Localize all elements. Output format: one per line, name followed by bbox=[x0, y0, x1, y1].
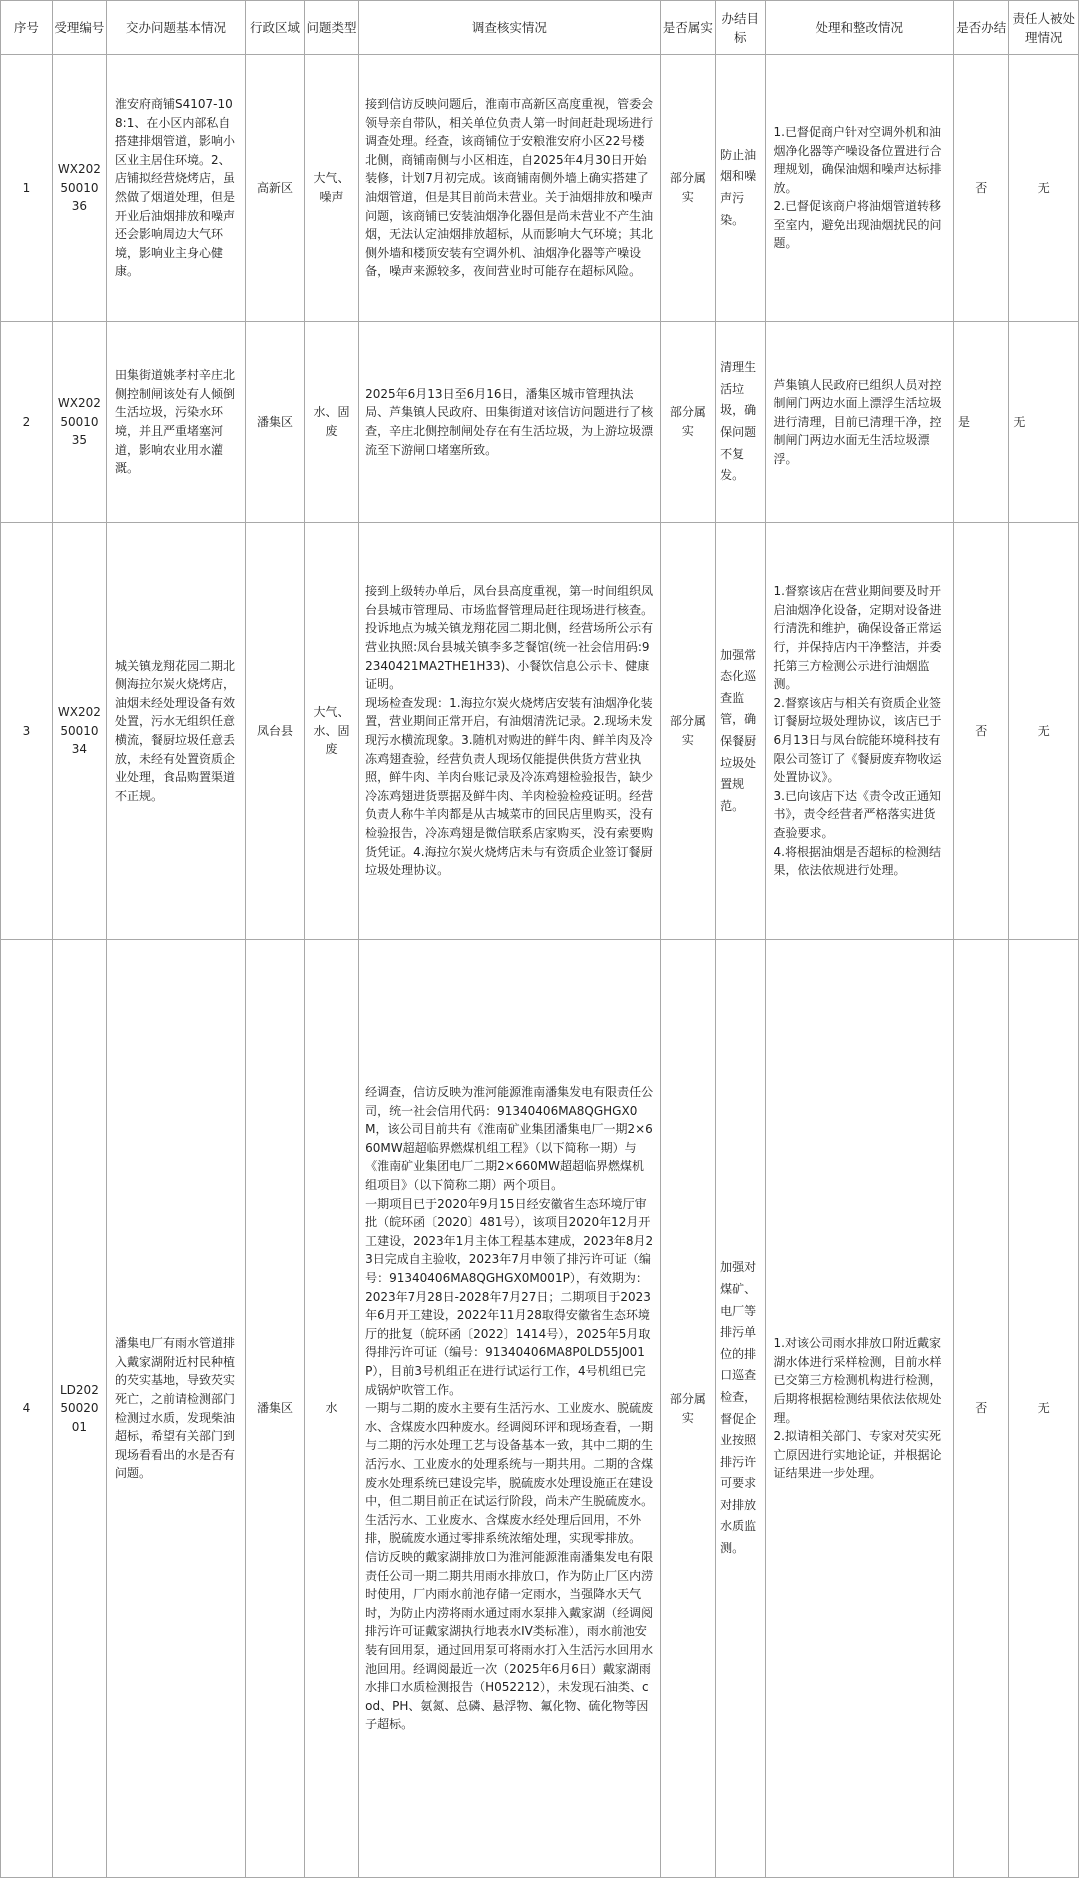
cell-issue bbox=[107, 322, 246, 523]
header-closed: 是否办结 bbox=[954, 1, 1009, 55]
verified-text: 部分属实 bbox=[669, 171, 706, 204]
verified-text: 部分属实 bbox=[669, 1391, 706, 1425]
measures-text bbox=[766, 582, 954, 880]
cell-accountability: 无 bbox=[1009, 55, 1079, 322]
cell-accountability: 无 bbox=[1009, 322, 1079, 523]
cell-investigation bbox=[359, 55, 661, 322]
cell-investigation bbox=[359, 322, 661, 523]
cell-region: 高新区 bbox=[246, 55, 305, 322]
investigation-text bbox=[359, 1083, 660, 1734]
cell-measures bbox=[765, 322, 954, 523]
investigation-text: 接到信访反映问题后，淮南市高新区高度重视，管委会领导亲自带队，相关单位负责人第一时间赶赴现场进行调查处理。经查，该商铺位于安粮淮安府小区22号楼北侧，商铺南侧与小区相连，自2025年4月30日开始装修，计划7月初完成。该商铺南侧外墙上确实搭建了油烟管道，但是其目前尚未营业。关于油烟排放和噪声问题，该商铺已安装油烟净化器但是尚未营业不产生油烟，无法认定油烟排放超标，从而影响大气环境；其北侧外墙和楼顶安装有空调外机、油烟净化器等产噪设备，噪声来源较多，夜间营业时可能存在超标风险。 bbox=[365, 97, 654, 279]
cell-issue bbox=[107, 523, 246, 940]
paragraph: 2.督察该店与相关有资质企业签订餐厨垃圾处理协议，该店已于6月13日与凤台皖能环境科技有限公司签订了《餐厨废弃物收运处置协议》。 bbox=[773, 695, 942, 785]
cell-issue bbox=[107, 55, 246, 322]
issue-text: 淮安府商铺S4107-108:1、在小区内部私自搭建排烟管道，影响小区业主居住环境。2、店铺拟经营烧烤店，虽然做了烟道处理，但是开业后油烟排放和噪声还会影响周边大气环境，影响业主身心健康。 bbox=[115, 97, 236, 279]
verified-text: 部分属实 bbox=[669, 405, 706, 438]
cell-seq: 3 bbox=[1, 523, 53, 940]
cell-case-no bbox=[52, 55, 106, 322]
cell-target bbox=[716, 322, 765, 523]
cell-region: 潘集区 bbox=[246, 322, 305, 523]
paragraph: 1.已督促商户针对空调外机和油烟净化器等产噪设备位置进行合理规划，确保油烟和噪声达标排放。 bbox=[773, 124, 942, 195]
table-row bbox=[1, 940, 1079, 1878]
header-target: 办结目标 bbox=[716, 1, 765, 55]
cell-type bbox=[304, 55, 358, 322]
type-text: 大气、水、固废 bbox=[313, 705, 350, 757]
header-measures: 处理和整改情况 bbox=[765, 1, 954, 55]
cell-measures bbox=[765, 55, 954, 322]
cell-accountability: 无 bbox=[1009, 940, 1079, 1878]
cell-verified bbox=[660, 940, 715, 1878]
cell-type bbox=[304, 322, 358, 523]
cell-investigation bbox=[359, 523, 661, 940]
paragraph: 1.对该公司雨水排放口附近戴家湖水体进行采样检测，目前水样已交第三方检测机构进行检测，后期将根据检测结果依法依规处理。 bbox=[773, 1336, 942, 1425]
table-row bbox=[1, 322, 1079, 523]
cell-seq: 1 bbox=[1, 55, 53, 322]
header-accountability: 责任人被处理情况 bbox=[1009, 1, 1079, 55]
cell-closed: 否 bbox=[954, 55, 1009, 322]
type-text: 水、固废 bbox=[313, 405, 350, 438]
cell-case-no bbox=[52, 523, 106, 940]
paragraph: 一期项目已于2020年9月15日经安徽省生态环境厅审批（皖环函〔2020〕481号），该项目2020年12月开工建设，2023年1月主体工程基本建成，2023年8月23日完成自主验收，2023年7月申领了排污许可证（编号：91340406MA8QGHGX0M001P），有效期为：2023年7月28日-2028年7月27日；二期项目于2023年6月开工建设，2022年11月28取得安徽省生态环境厅的批复（皖环函〔2022〕1414号），2025年5月取得排污许可证（编号：91340406MA8P0LD55J001P），目前3号机组正在进行试运行工作，4号机组已完成锅炉吹管工作。 bbox=[365, 1196, 654, 1397]
measures-text bbox=[766, 123, 954, 253]
cell-measures bbox=[765, 940, 954, 1878]
table-row bbox=[1, 55, 1079, 322]
investigation-text bbox=[359, 582, 660, 880]
cell-region: 潘集区 bbox=[246, 940, 305, 1878]
cell-seq: 4 bbox=[1, 940, 53, 1878]
header-region: 行政区域 bbox=[246, 1, 305, 55]
paragraph: 1.督察该店在营业期间要及时开启油烟净化设备，定期对设备进行清洗和维护，确保设备正常运行，并保持店内干净整洁，并委托第三方检测公示进行油烟监测。 bbox=[773, 584, 942, 692]
header-investigation: 调查核实情况 bbox=[359, 1, 661, 55]
cell-target bbox=[716, 523, 765, 940]
verified-text: 部分属实 bbox=[669, 714, 706, 747]
target-text: 加强对煤矿、电厂等排污单位的排口巡查检查，督促企业按照排污许可要求对排放水质监测。 bbox=[720, 1260, 757, 1556]
cell-issue bbox=[107, 940, 246, 1878]
investigation-text: 2025年6月13日至6月16日，潘集区城市管理执法局、芦集镇人民政府、田集街道对该信访问题进行了核查，辛庄北侧控制闸处存在有生活垃圾，为上游垃圾漂流至下游闸口堵塞所致。 bbox=[365, 386, 654, 457]
case-no-text: WX2025001036 bbox=[57, 162, 101, 214]
issue-text: 城关镇龙翔花园二期北侧海拉尔炭火烧烤店，油烟未经处理设备有效处置，污水无组织任意横流，餐厨垃圾任意丢放，未经有处置资质企业处理，食品购置渠道不正规。 bbox=[115, 658, 236, 803]
issue-text: 田集街道姚孝村辛庄北侧控制闸该处有人倾倒生活垃圾，污染水环境，并且严重堵塞河道，影响农业用水灌溉。 bbox=[115, 368, 236, 476]
case-no-text: WX2025001034 bbox=[57, 705, 101, 757]
cell-target bbox=[716, 940, 765, 1878]
cell-verified bbox=[660, 55, 715, 322]
cell-seq: 2 bbox=[1, 322, 53, 523]
cell-region: 凤台县 bbox=[246, 523, 305, 940]
cell-measures bbox=[765, 523, 954, 940]
case-no-text: WX2025001035 bbox=[57, 396, 101, 448]
header-issue: 交办问题基本情况 bbox=[107, 1, 246, 55]
cell-accountability: 无 bbox=[1009, 523, 1079, 940]
case-no-text: LD2025002001 bbox=[60, 1382, 99, 1434]
type-text: 大气、噪声 bbox=[313, 171, 350, 204]
paragraph: 芦集镇人民政府已组织人员对控制闸门两边水面上漂浮生活垃圾进行清理，目前已清理干净，控制闸门两边水面无生活垃圾漂浮。 bbox=[773, 377, 942, 466]
cell-verified bbox=[660, 322, 715, 523]
paragraph: 4.将根据油烟是否超标的检测结果，依法依规进行处理。 bbox=[773, 844, 941, 878]
measures-text bbox=[766, 1334, 954, 1483]
cell-verified bbox=[660, 523, 715, 940]
target-text: 清理生活垃圾，确保问题不复发。 bbox=[720, 360, 757, 483]
header-row bbox=[1, 1, 1079, 55]
cell-case-no bbox=[52, 322, 106, 523]
paragraph: 经调查，信访反映为淮河能源淮南潘集发电有限责任公司，统一社会信用代码：91340406MA8QGHGX0M，该公司目前共有《淮南矿业集团潘集电厂一期2×660MW超超临界燃煤机组工程》（以下简称一期）与《淮南矿业集团电厂二期2×660MW超超临界燃煤机组项目》（以下简称二期）两个项目。 bbox=[365, 1085, 654, 1193]
cell-target bbox=[716, 55, 765, 322]
paragraph: 一期与二期的废水主要有生活污水、工业废水、脱硫废水、含煤废水四种废水。经调阅环评和现场查看，一期与二期的污水处理工艺与设备基本一致，其中二期的生活污水、工业废水的处理系统与一期共用。二期的含煤废水处理系统已建设完毕，脱硫废水处理设施正在建设中，但二期目前正在试运行阶段，尚未产生脱硫废水。生活污水、工业废水、含煤废水经处理后回用，不外排，脱硫废水通过零排系统浓缩处理，实现零排放。 bbox=[365, 1401, 654, 1546]
paragraph: 2.拟请相关部门、专家对芡实死亡原因进行实地论证，并根据论证结果进一步处理。 bbox=[773, 1429, 942, 1481]
issue-text: 潘集电厂有雨水管道排入戴家湖附近村民种植的芡实基地，导致芡实死亡，之前请检测部门检测过水质，发现柴油超标，希望有关部门到现场看看出的水是否有问题。 bbox=[115, 1336, 236, 1481]
cell-closed: 否 bbox=[954, 523, 1009, 940]
cell-closed: 是 bbox=[954, 322, 1009, 523]
target-text: 加强常态化巡查监管，确保餐厨垃圾处置规范。 bbox=[720, 647, 757, 813]
target-text: 防止油烟和噪声污染。 bbox=[720, 147, 757, 227]
paragraph: 2.已督促该商户将油烟管道转移至室内，避免出现油烟扰民的问题。 bbox=[773, 199, 942, 251]
header-case-no: 受理编号 bbox=[52, 1, 106, 55]
cell-closed: 否 bbox=[954, 940, 1009, 1878]
cell-investigation bbox=[359, 940, 661, 1878]
table-row bbox=[1, 523, 1079, 940]
paragraph: 3.已向该店下达《责令改正通知书》，责令经营者严格落实进货查验要求。 bbox=[773, 788, 941, 840]
header-type: 问题类型 bbox=[304, 1, 358, 55]
cell-type bbox=[304, 523, 358, 940]
paragraph: 信访反映的戴家湖排放口为淮河能源淮南潘集发电有限责任公司一期二期共用雨水排放口，作为防止厂区内涝时使用，厂内雨水前池存储一定雨水，当强降水天气时，为防止内涝将雨水通过雨水泵排入戴家湖（经调阅排污许可证戴家湖执行地表水IV类标准），雨水前池安装有回用泵，通过回用泵可将雨水打入生活污水回用水池回用。经调阅最近一次（2025年6月6日）戴家湖雨水排口水质检测报告（H052212），未发现石油类、cod、PH、氨氮、总磷、悬浮物、氟化物、硫化物等因子超标。 bbox=[365, 1549, 654, 1732]
cell-type bbox=[304, 940, 358, 1878]
paragraph: 现场检查发现：1.海拉尔炭火烧烤店安装有油烟净化装置，营业期间正常开启，有油烟清洗记录。2.现场未发现污水横流现象。3.随机对购进的鲜牛肉、鲜羊肉及冷冻鸡翅查验，经营负责人现场仅能提供供货方营业执照，鲜牛肉、羊肉台账记录及冷冻鸡翅检验报告，缺少冷冻鸡翅进货票据及鲜牛肉、羊肉检验检疫证明。经营负责人称牛羊肉都是从古城菜市的回民店里购买，没有检验报告，冷冻鸡翅是微信联系店家购买，没有索要购货凭证。4.海拉尔炭火烧烤店未与有资质企业签订餐厨垃圾处理协议。 bbox=[365, 695, 654, 878]
measures-text bbox=[766, 376, 954, 469]
cell-case-no bbox=[52, 940, 106, 1878]
type-text: 水 bbox=[325, 1401, 338, 1416]
header-verified: 是否属实 bbox=[660, 1, 715, 55]
header-seq: 序号 bbox=[1, 1, 53, 55]
paragraph: 接到上级转办单后，凤台县高度重视，第一时间组织凤台县城市管理局、市场监督管理局赶往现场进行核查。投诉地点为城关镇龙翔花园二期北侧，经营场所公示有营业执照:凤台县城关镇李多芝餐馆(统一社会信用码:92340421MA2THE1H33)、小餐饮信息公示卡、健康证明。 bbox=[365, 584, 654, 692]
